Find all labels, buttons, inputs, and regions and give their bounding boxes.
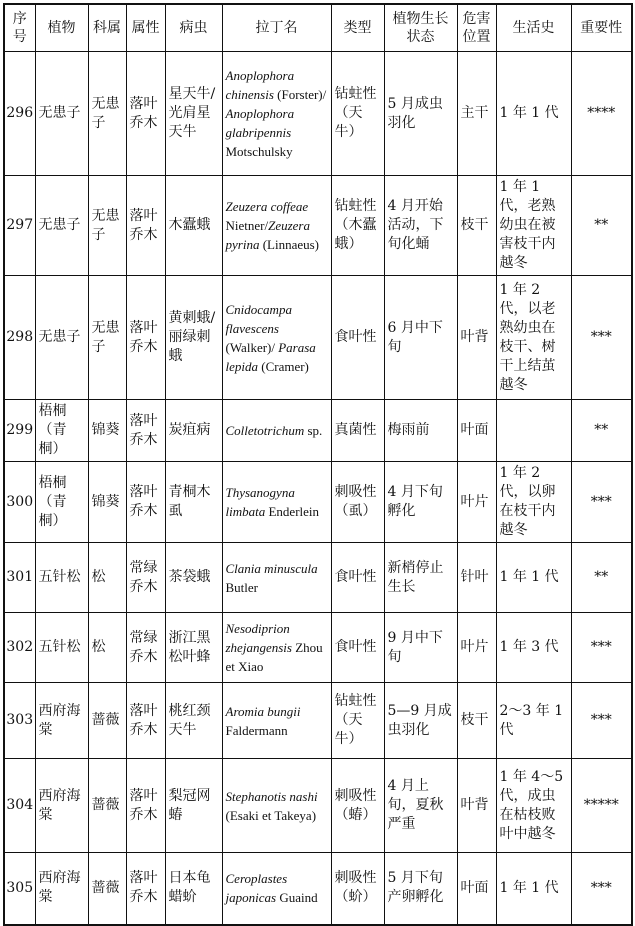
cell-life-history: 1 年 2 代，以卵在枝干内越冬 <box>496 462 571 543</box>
latin-authority: Butler <box>225 579 258 595</box>
cell-family: 蔷薇 <box>88 759 126 853</box>
cell-attribute: 落叶乔木 <box>126 52 165 176</box>
latin-authority: Motschulsky <box>225 144 293 159</box>
cell-family: 松 <box>88 613 126 683</box>
cell-life-history: 1 年 1 代 <box>496 853 571 925</box>
cell-growth-status: 5—9 月成虫羽化 <box>384 683 457 759</box>
cell-damage-location: 叶面 <box>457 853 496 925</box>
cell-damage-location: 叶背 <box>457 759 496 853</box>
latin-binomial: Zeuzera coffeae <box>225 199 309 214</box>
cell-importance: *** <box>571 276 632 400</box>
cell-pest: 梨冠网蝽 <box>165 759 222 853</box>
cell-latin-name <box>222 400 331 462</box>
cell-type: 钻蛀性（天牛） <box>331 52 384 176</box>
cell-pest: 青桐木虱 <box>165 462 222 543</box>
latin-authority: (Cramer) <box>258 358 309 374</box>
cell-family: 无患子 <box>88 176 126 276</box>
cell-attribute: 常绿乔木 <box>126 543 165 613</box>
cell-damage-location: 主干 <box>457 52 496 176</box>
table-row <box>4 52 632 176</box>
cell-latin-name <box>222 613 331 683</box>
cell-growth-status: 梅雨前 <box>384 400 457 462</box>
cell-no: 305 <box>4 853 35 925</box>
header-no: 序号 <box>4 4 35 52</box>
cell-damage-location: 枝干 <box>457 683 496 759</box>
table-row <box>4 613 632 683</box>
latin-binomial: Thysanogyna limbata <box>225 485 295 519</box>
latin-authority: Nietner/ <box>225 218 269 233</box>
cell-latin-name <box>222 543 331 613</box>
cell-plant: 西府海棠 <box>35 683 88 759</box>
latin-authority: Faldermann <box>225 722 288 738</box>
cell-attribute: 落叶乔木 <box>126 276 165 400</box>
cell-type: 食叶性 <box>331 543 384 613</box>
cell-no: 297 <box>4 176 35 276</box>
latin-authority: sp. <box>304 423 323 438</box>
cell-latin-name <box>222 462 331 543</box>
cell-type: 刺吸性（蝽） <box>331 759 384 853</box>
latin-authority: Guaind <box>276 890 318 906</box>
cell-importance: **** <box>571 52 632 176</box>
cell-importance: ** <box>571 543 632 613</box>
cell-latin-name <box>222 52 331 176</box>
cell-plant: 无患子 <box>35 176 88 276</box>
cell-latin-name <box>222 683 331 759</box>
cell-growth-status: 4 月下旬孵化 <box>384 462 457 543</box>
cell-importance: *** <box>571 462 632 543</box>
cell-plant: 梧桐（青桐） <box>35 400 88 462</box>
latin-binomial: Nesodiprion zhejangensis <box>225 621 292 655</box>
cell-type: 刺吸性（虱） <box>331 462 384 543</box>
latin-binomial: Anoplophora chinensis <box>225 68 295 102</box>
cell-damage-location: 叶背 <box>457 276 496 400</box>
cell-no: 296 <box>4 52 35 176</box>
header-growth-status: 植物生长状态 <box>384 4 457 52</box>
cell-life-history: 2～3 年 1 代 <box>496 683 571 759</box>
header-family: 科属 <box>88 4 126 52</box>
cell-growth-status: 9 月中下旬 <box>384 613 457 683</box>
cell-plant: 梧桐（青桐） <box>35 462 88 543</box>
cell-type: 刺吸性（蚧） <box>331 853 384 925</box>
latin-authority: (Forster)/ <box>273 87 327 102</box>
cell-plant: 无患子 <box>35 52 88 176</box>
latin-authority: (Esaki et Takeya) <box>225 807 317 823</box>
cell-life-history <box>496 400 571 462</box>
header-life-history: 生活史 <box>496 4 571 52</box>
cell-growth-status: 5 月下旬产卵孵化 <box>384 853 457 925</box>
cell-no: 299 <box>4 400 35 462</box>
cell-pest: 茶袋蛾 <box>165 543 222 613</box>
cell-attribute: 常绿乔木 <box>126 613 165 683</box>
cell-family: 松 <box>88 543 126 613</box>
table-row <box>4 543 632 613</box>
header-type: 类型 <box>331 4 384 52</box>
latin-binomial: Stephanotis nashi <box>225 788 318 804</box>
cell-plant: 西府海棠 <box>35 759 88 853</box>
cell-importance: *** <box>571 683 632 759</box>
cell-pest: 炭疽病 <box>165 400 222 462</box>
cell-latin-name <box>222 759 331 853</box>
cell-latin-name <box>222 276 331 400</box>
cell-no: 302 <box>4 613 35 683</box>
cell-attribute: 落叶乔木 <box>126 400 165 462</box>
cell-family: 锦葵 <box>88 462 126 543</box>
cell-no: 303 <box>4 683 35 759</box>
cell-latin-name <box>222 176 331 276</box>
cell-growth-status: 6 月中下旬 <box>384 276 457 400</box>
cell-no: 304 <box>4 759 35 853</box>
table-row <box>4 400 632 462</box>
latin-authority: Zhou et Xiao <box>225 640 323 674</box>
cell-attribute: 落叶乔木 <box>126 462 165 543</box>
cell-attribute: 落叶乔木 <box>126 683 165 759</box>
latin-binomial: Cnidocampa flavescens <box>225 301 292 336</box>
header-damage-location: 危害位置 <box>457 4 496 52</box>
cell-type: 真菌性 <box>331 400 384 462</box>
cell-importance: ** <box>571 176 632 276</box>
cell-life-history: 1 年 1 代，老熟幼虫在被害枝干内越冬 <box>496 176 571 276</box>
cell-importance: ** <box>571 400 632 462</box>
latin-authority: (Linnaeus) <box>259 237 320 252</box>
header-latin-name: 拉丁名 <box>222 4 331 52</box>
cell-no: 298 <box>4 276 35 400</box>
cell-type: 钻蛀性（木蠹蛾） <box>331 176 384 276</box>
cell-life-history: 1 年 2 代，以老熟幼虫在枝干、树干上结茧越冬 <box>496 276 571 400</box>
pest-table <box>3 3 633 926</box>
cell-no: 301 <box>4 543 35 613</box>
cell-family: 锦葵 <box>88 400 126 462</box>
table-row <box>4 853 632 925</box>
table-row <box>4 462 632 543</box>
table-row <box>4 683 632 759</box>
header-plant: 植物 <box>35 4 88 52</box>
cell-plant: 五针松 <box>35 543 88 613</box>
cell-life-history: 1 年 3 代 <box>496 613 571 683</box>
table-row <box>4 276 632 400</box>
cell-attribute: 落叶乔木 <box>126 759 165 853</box>
latin-binomial: Parasa lepida <box>225 339 316 374</box>
header-attribute: 属性 <box>126 4 165 52</box>
table-row <box>4 176 632 276</box>
table-row <box>4 759 632 853</box>
header-pest: 病虫 <box>165 4 222 52</box>
cell-latin-name <box>222 853 331 925</box>
cell-type: 钻蛀性（天牛） <box>331 683 384 759</box>
cell-family: 无患子 <box>88 52 126 176</box>
cell-plant: 五针松 <box>35 613 88 683</box>
cell-damage-location: 枝干 <box>457 176 496 276</box>
latin-binomial: Aromia bungii <box>225 703 301 719</box>
latin-binomial: Colletotrichum <box>225 423 305 438</box>
table-body <box>4 52 632 925</box>
latin-binomial: Ceroplastes japonicas <box>225 871 288 906</box>
cell-importance: ***** <box>571 759 632 853</box>
cell-plant: 无患子 <box>35 276 88 400</box>
cell-type: 食叶性 <box>331 276 384 400</box>
header-importance: 重要性 <box>571 4 632 52</box>
latin-authority: Enderlein <box>265 504 320 519</box>
latin-authority: (Walker)/ <box>225 339 279 355</box>
cell-pest: 黄刺蛾/丽绿刺蛾 <box>165 276 222 400</box>
table-header-row <box>4 4 632 52</box>
cell-life-history: 1 年 1 代 <box>496 543 571 613</box>
cell-family: 蔷薇 <box>88 683 126 759</box>
cell-type: 食叶性 <box>331 613 384 683</box>
cell-family: 无患子 <box>88 276 126 400</box>
cell-pest: 日本龟蜡蚧 <box>165 853 222 925</box>
cell-life-history: 1 年 4～5 代，成虫在枯枝败叶中越冬 <box>496 759 571 853</box>
cell-damage-location: 叶片 <box>457 613 496 683</box>
cell-no: 300 <box>4 462 35 543</box>
cell-damage-location: 针叶 <box>457 543 496 613</box>
cell-growth-status: 新梢停止生长 <box>384 543 457 613</box>
latin-binomial: Clania minuscula <box>225 560 318 576</box>
cell-growth-status: 5 月成虫羽化 <box>384 52 457 176</box>
cell-attribute: 落叶乔木 <box>126 176 165 276</box>
cell-pest: 木蠹蛾 <box>165 176 222 276</box>
cell-pest: 星天牛/光肩星天牛 <box>165 52 222 176</box>
latin-binomial: Anoplophora glabripennis <box>225 106 295 140</box>
cell-pest: 桃红颈天牛 <box>165 683 222 759</box>
cell-importance: *** <box>571 613 632 683</box>
cell-importance: *** <box>571 853 632 925</box>
cell-plant: 西府海棠 <box>35 853 88 925</box>
cell-damage-location: 叶片 <box>457 462 496 543</box>
latin-binomial: Zeuzera pyrina <box>225 218 310 252</box>
cell-life-history: 1 年 1 代 <box>496 52 571 176</box>
cell-damage-location: 叶面 <box>457 400 496 462</box>
cell-family: 蔷薇 <box>88 853 126 925</box>
cell-attribute: 落叶乔木 <box>126 853 165 925</box>
cell-growth-status: 4 月开始活动，下旬化蛹 <box>384 176 457 276</box>
cell-pest: 浙江黑松叶蜂 <box>165 613 222 683</box>
cell-growth-status: 4 月上旬，夏秋严重 <box>384 759 457 853</box>
